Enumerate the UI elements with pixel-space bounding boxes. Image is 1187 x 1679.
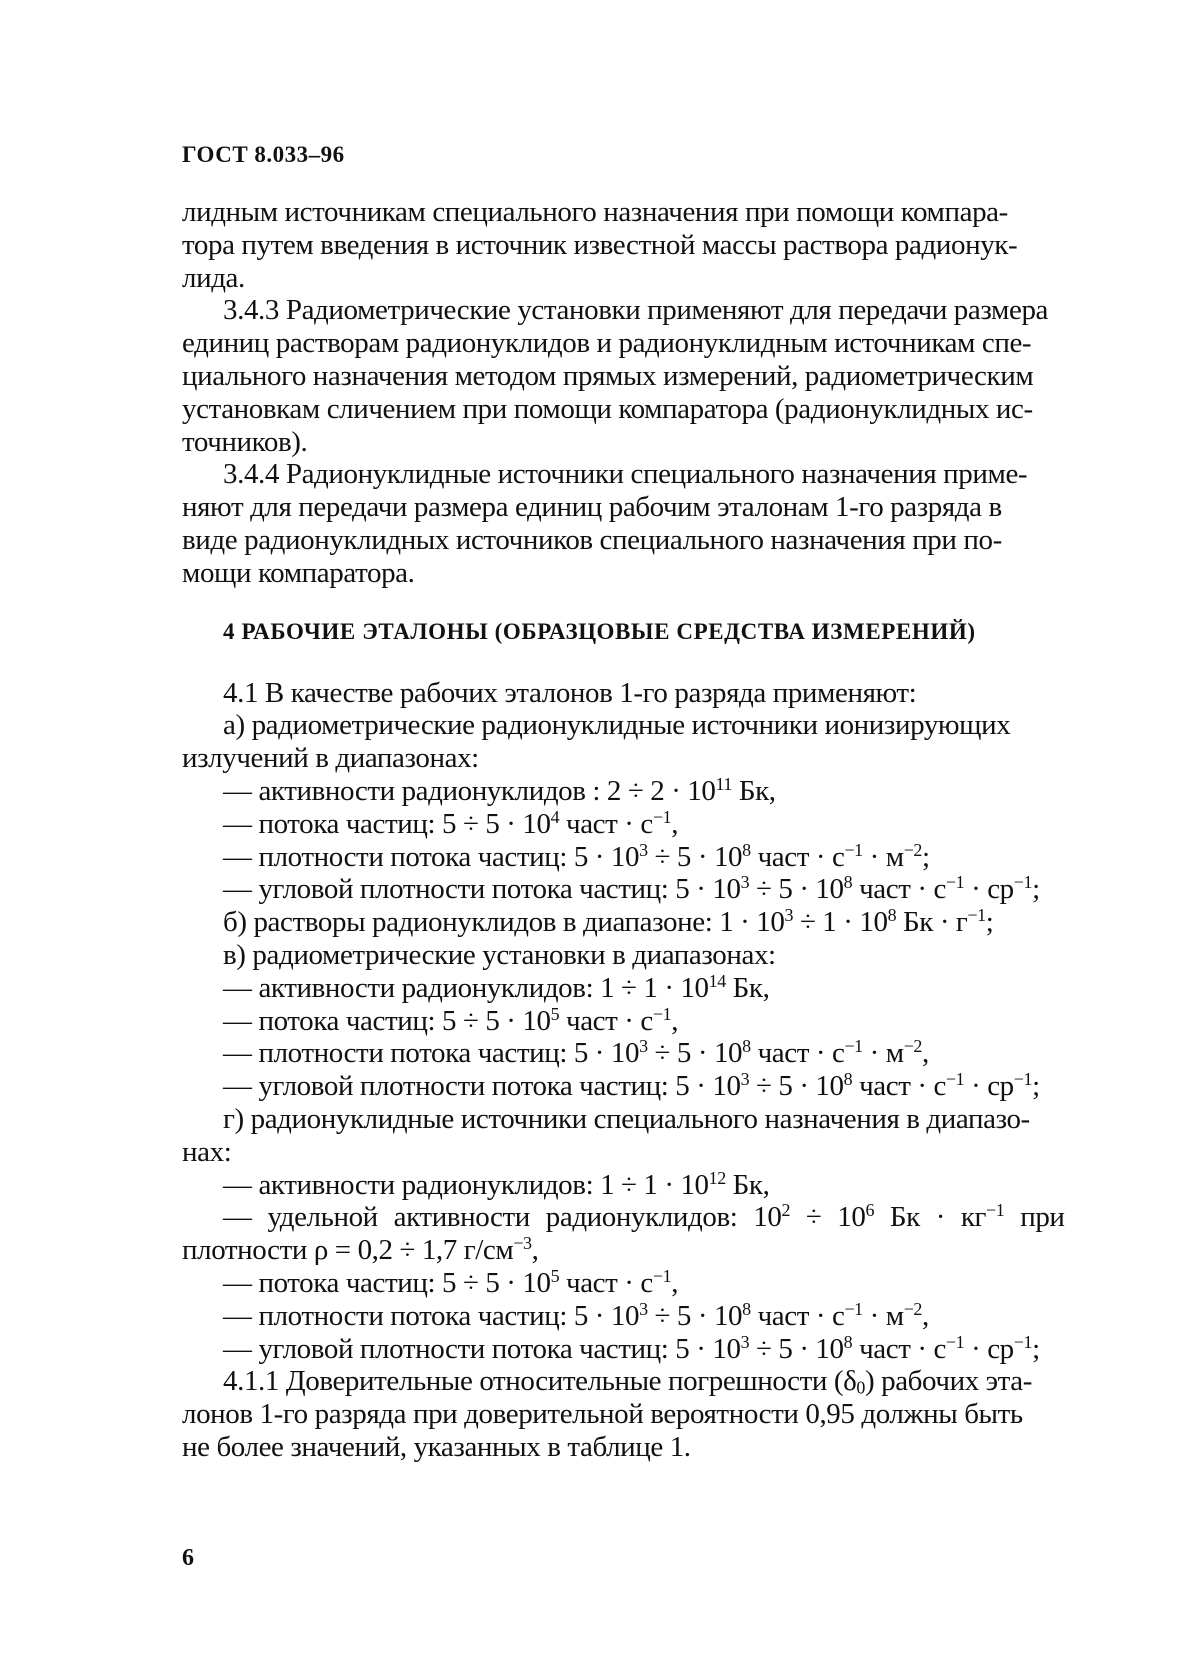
list-item: — потока частиц: $5 \div 5 \cdot 10^5$ част · $с^{-1}$, <box>223 1266 679 1299</box>
list-item: — удельной активности радионуклидов: $10^2 \div 10^6$ Бк · $кг^{-1}$ при <box>223 1200 1065 1234</box>
text-line: точников). <box>182 425 308 458</box>
list-item: — активности радионуклидов: $1 \div 1 \cdot 10^{12}$ Бк, <box>223 1167 770 1201</box>
text-line: лида. <box>182 261 245 294</box>
text-line: лонов 1-го разряда при доверительной вероятности 0,95 должны быть <box>182 1398 1023 1431</box>
list-item: — угловой плотности потока частиц: $5 \cdot 10^3 \div 5 \cdot 10^8$ част · $с^{-1} \cdot ср^{-1}$; <box>223 1069 1040 1103</box>
list-item: — активности радионуклидов : $2 \div 2 \cdot 10^{11}$ Бк, <box>223 774 776 807</box>
text-line: лидным источникам специального назначения при помощи компара- <box>182 196 1008 228</box>
list-g-lead-cont: нах: <box>182 1135 232 1168</box>
list-item: — плотности потока частиц: $5 \cdot 10^3 \div 5 \cdot 10^8$ част · $с^{-1} \cdot м^{-2}$, <box>223 1298 929 1332</box>
text-line: 3.4.4 Радионуклидные источники специального назначения приме- <box>223 458 1028 491</box>
paragraph-3-4-4 <box>182 458 1122 589</box>
paragraph-4-1-1: 4.1.1 Доверительные относительные погрешности $(\delta_0)$ рабочих эта- <box>223 1365 1033 1398</box>
list-item: — потока частиц: $5 \div 5 \cdot 10^4$ част · $с^{-1}$, <box>223 806 679 840</box>
text-line: единиц растворам радионуклидов и радионуклидным источникам спе- <box>182 327 1032 360</box>
list-item: — активности радионуклидов: $1 \div 1 \cdot 10^{14}$ Бк, <box>223 970 770 1004</box>
text-line: не более значений, указанных в таблице 1. <box>182 1430 691 1463</box>
text-line: 3.4.3 Радиометрические установки применяют для передачи размера <box>223 294 1049 327</box>
paragraph-4-1: 4.1 В качестве рабочих эталонов 1-го разряда применяют: <box>223 676 917 709</box>
list-a-lead-cont: излучений в диапазонах: <box>182 742 479 775</box>
section-4-heading: 4 РАБОЧИЕ ЭТАЛОНЫ (ОБРАЗЦОВЫЕ СРЕДСТВА ИЗМЕРЕНИЙ) <box>223 618 976 644</box>
list-item: — плотности потока частиц: $5 \cdot 10^3 \div 5 \cdot 10^8$ част · $с^{-1} \cdot м^{-2}$; <box>223 839 930 873</box>
list-b: б) растворы радионуклидов в диапазоне: $1 \cdot 10^3 \div 1 \cdot 10^8$ Бк · $г^{-1}$; <box>223 905 994 939</box>
text-line: циального назначения методом прямых измерений, радиометрическим <box>182 359 1034 392</box>
page-number: 6 <box>182 1545 194 1571</box>
text-line: виде радионуклидных источников специального назначения при по- <box>182 523 1002 556</box>
list-item-cont: плотности ρ = 0,2 ÷ 1,7 $г/см^{-3}$, <box>182 1233 539 1267</box>
text-line: мощи компаратора. <box>182 556 415 589</box>
document-body <box>182 196 1122 1464</box>
list-item: — угловой плотности потока частиц: $5 \cdot 10^3 \div 5 \cdot 10^8$ част · $с^{-1} \cdot ср^{-1}$; <box>223 872 1040 906</box>
list-v-lead: в) радиометрические установки в диапазонах: <box>223 938 776 971</box>
list-item: — плотности потока частиц: $5 \cdot 10^3 \div 5 \cdot 10^8$ част · $с^{-1} \cdot м^{-2}$, <box>223 1036 929 1070</box>
list-g-lead: г) радионуклидные источники специального назначения в диапазо- <box>223 1102 1030 1135</box>
text-line: установкам сличением при помощи компаратора (радионуклидных ис- <box>182 392 1033 425</box>
paragraph-3-4-3 <box>182 294 1122 458</box>
list-item: — угловой плотности потока частиц: $5 \cdot 10^3 \div 5 \cdot 10^8$ част · $с^{-1} \cdot ср^{-1}$; <box>223 1331 1040 1365</box>
list-a-lead: а) радиометрические радионуклидные источники ионизирующих <box>223 709 1011 742</box>
document-header: ГОСТ 8.033–96 <box>182 142 345 167</box>
text-line: няют для передачи размера единиц рабочим эталонам 1-го разряда в <box>182 491 1002 524</box>
paragraph-continuation <box>182 196 1122 294</box>
text-line: тора путем введения в источник известной массы раствора радионук- <box>182 228 1018 261</box>
list-item: — потока частиц: $5 \div 5 \cdot 10^5$ част · $с^{-1}$, <box>223 1003 679 1037</box>
